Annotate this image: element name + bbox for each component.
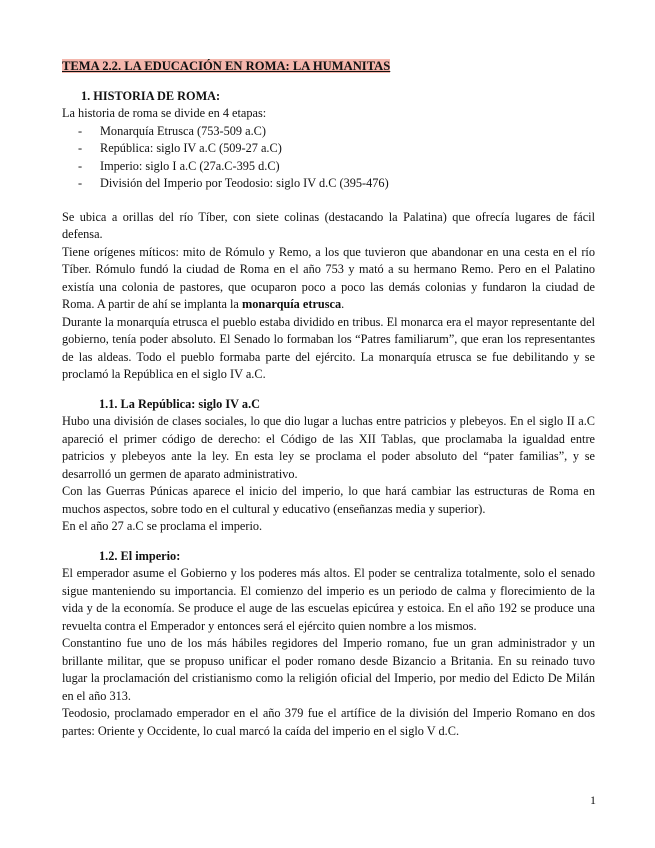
etapa-text: División del Imperio por Teodosio: siglo IV d.C (395-476) [100,176,389,190]
bullet-dash: - [78,176,83,190]
bullet-dash: - [78,141,83,155]
paragraph-guerras: Con las Guerras Púnicas aparece el inicio del imperio, lo que hará cambiar las estructuras de Roma en muchos aspectos, sobre todo en el cultural y educativo (enseñanzas media y superior). [62,484,595,516]
etapa-text: República: siglo IV a.C (509-27 a.C) [100,141,282,155]
origenes-end: . [341,297,345,311]
paragraph-teodosio: Teodosio, proclamado emperador en el año 379 fue el artífice de la división del Imperio Romano en dos partes: Oriente y Occidente, lo cual marcó la caída del imperio en el siglo V d.C. [62,706,595,738]
page-content [62,58,595,740]
paragraph-emperador: El emperador asume el Gobierno y los poderes más altos. El poder se centraliza totalmente, solo el senado sigue manteniendo su importancia. El comienzo del imperio es un periodo de calma y florecimiento de la vida y de la economía. Se produce el auge de las escuelas epicúrea y estoica. En el año 192 se produce una revuelta contra el Emperador y entonces será el ejército quien nombre a los mismos. [62,566,595,633]
list-item [78,140,595,158]
origenes-text: Tiene orígenes míticos: mito de Rómulo y Remo, a los que tuvieron que abandonar en una cesta en el río Tíber. Rómulo fundó la ciudad de Roma en el año 753 y mató a su hermano Remo. Pero en el Palatino existía una colonia de pastores, que ocuparon poco a poco las demás colonias y fundaron la ciudad de Roma. A partir de ahí se implanta la [62,244,595,311]
monarquia-etrusca-bold: monarquía etrusca [241,297,342,311]
paragraph-monarquia: Durante la monarquía etrusca el pueblo estaba dividido en tribus. El monarca era el mayor representante del gobierno, tenía poder absoluto. El Senado lo formaban los “Patres familiarum”, que eran los representantes de las aldeas. Todo el pueblo formaba parte del ejército. La monarquía etrusca se fue debilitando y se proclamó la República en el siglo IV a.C. [62,314,595,381]
list-item [78,123,595,141]
spacer [62,193,595,209]
paragraph-proclamacion: En el año 27 a.C se proclama el imperio. [62,519,263,533]
page-number: 1 [590,793,596,807]
section-heading-imperio: 1.2. El imperio: [99,548,181,563]
list-item [78,175,595,193]
section-heading-historia: 1. HISTORIA DE ROMA: [81,88,221,103]
etapas-list [62,123,595,193]
section-heading-republica: 1.1. La República: siglo IV a.C [99,396,261,411]
list-item [78,158,595,176]
document-title [62,58,595,76]
bullet-dash: - [78,123,83,138]
paragraph-clases: Hubo una división de clases sociales, lo que dio lugar a luchas entre patricios y plebeyos. En el siglo II a.C apareció el primer código de derecho: el Código de las XII Tablas, que proclamaba la igualdad entre patricios y plebeyos ante la ley. En esta ley se proclama el poder absoluto del “pater familias”, y se desarrolló un germen de aparato administrativo. [62,414,595,481]
bullet-dash: - [78,158,83,173]
etapa-text: Imperio: siglo I a.C (27a.C-395 d.C) [100,158,280,173]
paragraph-origenes [62,244,595,314]
paragraph-constantino: Constantino fue uno de los más hábiles regidores del Imperio romano, fue un gran administrador y un brillante militar, que se propuso unificar el poder romano desde Bizancio a Britania. En su reinado tuvo lugar la proclamación del cristianismo como la religión oficial del Imperio, por medio del Edicto De Milán en el año 313. [62,636,595,703]
etapas-intro: La historia de roma se divide en 4 etapas: [62,106,267,120]
title-text: TEMA 2.2. LA EDUCACIÓN EN ROMA: LA HUMANITAS [62,59,391,73]
paragraph-ubicacion: Se ubica a orillas del río Tíber, con siete colinas (destacando la Palatina) que ofrecía lugares de fácil defensa. [62,209,595,241]
etapa-text: Monarquía Etrusca (753-509 a.C) [100,123,266,138]
